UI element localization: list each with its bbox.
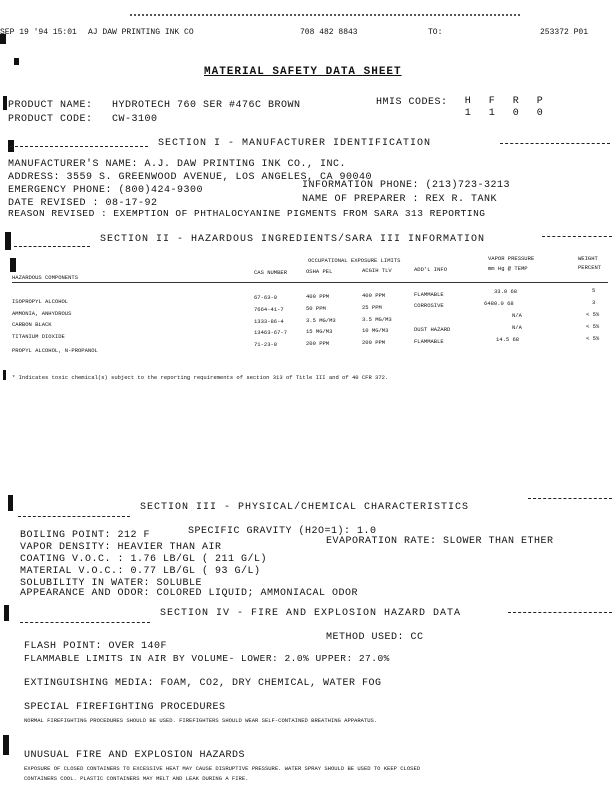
manufacturer-name: MANUFACTURER'S NAME: A.J. DAW PRINTING INK CO., INC. xyxy=(8,159,347,170)
preparer-name: NAME OF PREPARER : REX R. TANK xyxy=(302,194,498,205)
component: ISOPROPYL ALCOHOL xyxy=(12,298,69,305)
product-name-label: PRODUCT NAME: xyxy=(8,100,93,111)
flash-point: FLASH POINT: OVER 140F xyxy=(24,641,168,652)
hmis-value-h: 1 xyxy=(464,108,472,119)
table-header-rule xyxy=(12,282,608,283)
cas-number: 13463-67-7 xyxy=(254,329,288,336)
col-components: HAZARDOUS COMPONENTS xyxy=(12,274,79,281)
component: CARBON BLACK xyxy=(12,321,52,328)
fax-sender: AJ DAW PRINTING INK CO xyxy=(88,28,194,37)
hmis-letter-h: H xyxy=(464,96,472,107)
method-used: METHOD USED: CC xyxy=(326,632,424,643)
special-procedures-text: NORMAL FIREFIGHTING PROCEDURES SHOULD BE USED. FIREFIGHTERS SHOULD WEAR SELF-CONTAINED BREATHING APPARATUS. xyxy=(24,717,378,724)
product-name: HYDROTECH 760 SER #476C BROWN xyxy=(112,100,301,111)
component: PROPYL ALCOHOL, N-PROPANOL xyxy=(12,347,98,354)
fax-phone: 708 482 8843 xyxy=(300,28,358,37)
addl-info: DUST HAZARD xyxy=(414,326,451,333)
component: AMMONIA, ANHYDROUS xyxy=(12,310,72,317)
appearance-odor: APPEARANCE AND ODOR: COLORED LIQUID; AMMONIACAL ODOR xyxy=(20,588,359,599)
vapor-pressure: N/A xyxy=(512,312,522,319)
vapor-pressure: 33.0 68 xyxy=(494,288,518,295)
addl-info: CORROSIVE xyxy=(414,302,444,309)
vapor-pressure: 6480.0 68 xyxy=(484,300,514,307)
special-procedures-heading: SPECIAL FIREFIGHTING PROCEDURES xyxy=(24,702,226,713)
acgih-tlv: 3.5 MG/M3 xyxy=(362,316,392,323)
product-code: CW-3100 xyxy=(112,114,158,125)
extinguishing-media: EXTINGUISHING MEDIA: FOAM, CO2, DRY CHEMICAL, WATER FOG xyxy=(24,678,382,689)
sara-footnote: * Indicates toxic chemical(s) subject to the reporting requirements of section 313 of Title III and of 40 CFR 372. xyxy=(12,374,389,381)
col-addl-info: ADD'L INFO xyxy=(414,266,448,273)
section-divider xyxy=(18,516,130,517)
specific-gravity: SPECIFIC GRAVITY (H2O=1): 1.0 xyxy=(188,526,377,537)
addl-info: FLAMMABLE xyxy=(414,338,444,345)
material-voc: MATERIAL V.O.C.: 0.77 LB/GL ( 93 G/L) xyxy=(20,566,261,577)
section-divider xyxy=(542,236,612,237)
scan-speck xyxy=(5,232,11,250)
col-acgih: ACGIH TLV xyxy=(362,267,392,274)
acgih-tlv: 25 PPM xyxy=(362,304,382,311)
hmis-value-f: 1 xyxy=(488,108,496,119)
osha-pel: 400 PPM xyxy=(306,293,330,300)
osha-pel: 15 MG/M3 xyxy=(306,328,333,335)
cas-number: 71-23-8 xyxy=(254,341,278,348)
section-divider xyxy=(528,498,612,499)
scan-speck xyxy=(3,370,6,380)
hmis-value-p: 0 xyxy=(536,108,544,119)
hmis-letter-r: R xyxy=(512,96,520,107)
col-vapor: mm Hg @ TEMP xyxy=(488,265,528,272)
col-percent: PERCENT xyxy=(578,264,602,271)
document-title: MATERIAL SAFETY DATA SHEET xyxy=(204,66,402,78)
scan-speck xyxy=(3,735,9,755)
percent: < 5% xyxy=(586,323,600,330)
osha-pel: 200 PPM xyxy=(306,340,330,347)
scan-speck xyxy=(14,58,19,65)
unusual-hazards-text-1: EXPOSURE OF CLOSED CONTAINERS TO EXCESSIVE HEAT MAY CAUSE DISRUPTIVE PRESSURE. WATER SPRAY SHOULD BE USED TO KEEP CLOSED xyxy=(24,765,421,772)
scan-speck xyxy=(4,605,9,621)
section-divider xyxy=(14,246,90,247)
address: ADDRESS: 3559 S. GREENWOOD AVENUE, LOS ANGELES, CA 90040 xyxy=(8,172,373,183)
cas-number: 1333-86-4 xyxy=(254,318,284,325)
vapor-pressure: 14.5 68 xyxy=(496,336,520,343)
vapor-pressure: N/A xyxy=(512,324,522,331)
hmis-label: HMIS CODES: xyxy=(376,97,448,108)
percent: < 5% xyxy=(586,335,600,342)
solubility: SOLUBILITY IN WATER: SOLUBLE xyxy=(20,578,203,589)
boiling-point: BOILING POINT: 212 F xyxy=(20,530,151,541)
scan-speck xyxy=(8,495,13,511)
hmis-letter-f: F xyxy=(488,96,496,107)
addl-info: FLAMMABLE xyxy=(414,291,444,298)
unusual-hazards-heading: UNUSUAL FIRE AND EXPLOSION HAZARDS xyxy=(24,750,246,761)
weight-header: WEIGHT xyxy=(578,255,598,262)
acgih-tlv: 10 MG/M3 xyxy=(362,327,389,334)
date-revised: DATE REVISED : 08-17-92 xyxy=(8,198,158,209)
flammable-limits: FLAMMABLE LIMITS IN AIR BY VOLUME- LOWER: 2.0% UPPER: 27.0% xyxy=(24,653,390,664)
section-4-heading: SECTION IV - FIRE AND EXPLOSION HAZARD DATA xyxy=(160,608,462,619)
product-code-label: PRODUCT CODE: xyxy=(8,114,93,125)
scan-speck xyxy=(10,258,16,272)
osha-pel: 50 PPM xyxy=(306,305,326,312)
hmis-letters xyxy=(456,96,552,107)
unusual-hazards-text-2: CONTAINERS COOL. PLASTIC CONTAINERS MAY MELT AND LEAK DURING A FIRE. xyxy=(24,775,249,782)
fax-to: TO: xyxy=(428,28,443,37)
section-1-heading: SECTION I - MANUFACTURER IDENTIFICATION xyxy=(158,138,432,149)
scan-speck xyxy=(3,96,7,110)
emergency-phone: EMERGENCY PHONE: (800)424-9300 xyxy=(8,185,204,196)
percent: < 5% xyxy=(586,311,600,318)
percent: 5 xyxy=(592,287,596,294)
section-3-heading: SECTION III - PHYSICAL/CHEMICAL CHARACTERISTICS xyxy=(140,502,470,513)
acgih-tlv: 200 PPM xyxy=(362,339,386,346)
section-divider xyxy=(508,612,612,613)
hmis-values xyxy=(456,108,552,119)
acgih-tlv: 400 PPM xyxy=(362,292,386,299)
percent: 3 xyxy=(592,299,596,306)
col-osha: OSHA PEL xyxy=(306,268,333,275)
hmis-letter-p: P xyxy=(536,96,544,107)
cas-number: 7664-41-7 xyxy=(254,306,284,313)
osha-pel: 3.5 MG/M3 xyxy=(306,317,336,324)
vapor-density: VAPOR DENSITY: HEAVIER THAN AIR xyxy=(20,542,222,553)
evaporation-rate: EVAPORATION RATE: SLOWER THAN ETHER xyxy=(326,536,554,547)
section-divider xyxy=(10,146,148,147)
information-phone: INFORMATION PHONE: (213)723-3213 xyxy=(302,180,511,191)
exposure-limits-header: OCCUPATIONAL EXPOSURE LIMITS xyxy=(308,257,401,264)
coating-voc: COATING V.O.C. : 1.76 LB/GL ( 211 G/L) xyxy=(20,554,268,565)
col-cas: CAS NUMBER xyxy=(254,269,288,276)
section-divider xyxy=(500,143,610,144)
reason-revised: REASON REVISED : EXEMPTION OF PHTHALOCYANINE PIGMENTS FROM SARA 313 REPORTING xyxy=(8,208,486,219)
fax-date: SEP 19 '94 15:01 xyxy=(0,28,77,37)
section-divider xyxy=(20,622,150,623)
hmis-value-r: 0 xyxy=(512,108,520,119)
vapor-pressure-header: VAPOR PRESSURE xyxy=(488,255,535,262)
component: TITANIUM DIOXIDE xyxy=(12,333,65,340)
fax-header-noise xyxy=(130,14,520,16)
fax-page: 253372 P01 xyxy=(540,28,589,37)
section-2-heading: SECTION II - HAZARDOUS INGREDIENTS/SARA III INFORMATION xyxy=(100,234,486,245)
cas-number: 67-63-0 xyxy=(254,294,278,301)
